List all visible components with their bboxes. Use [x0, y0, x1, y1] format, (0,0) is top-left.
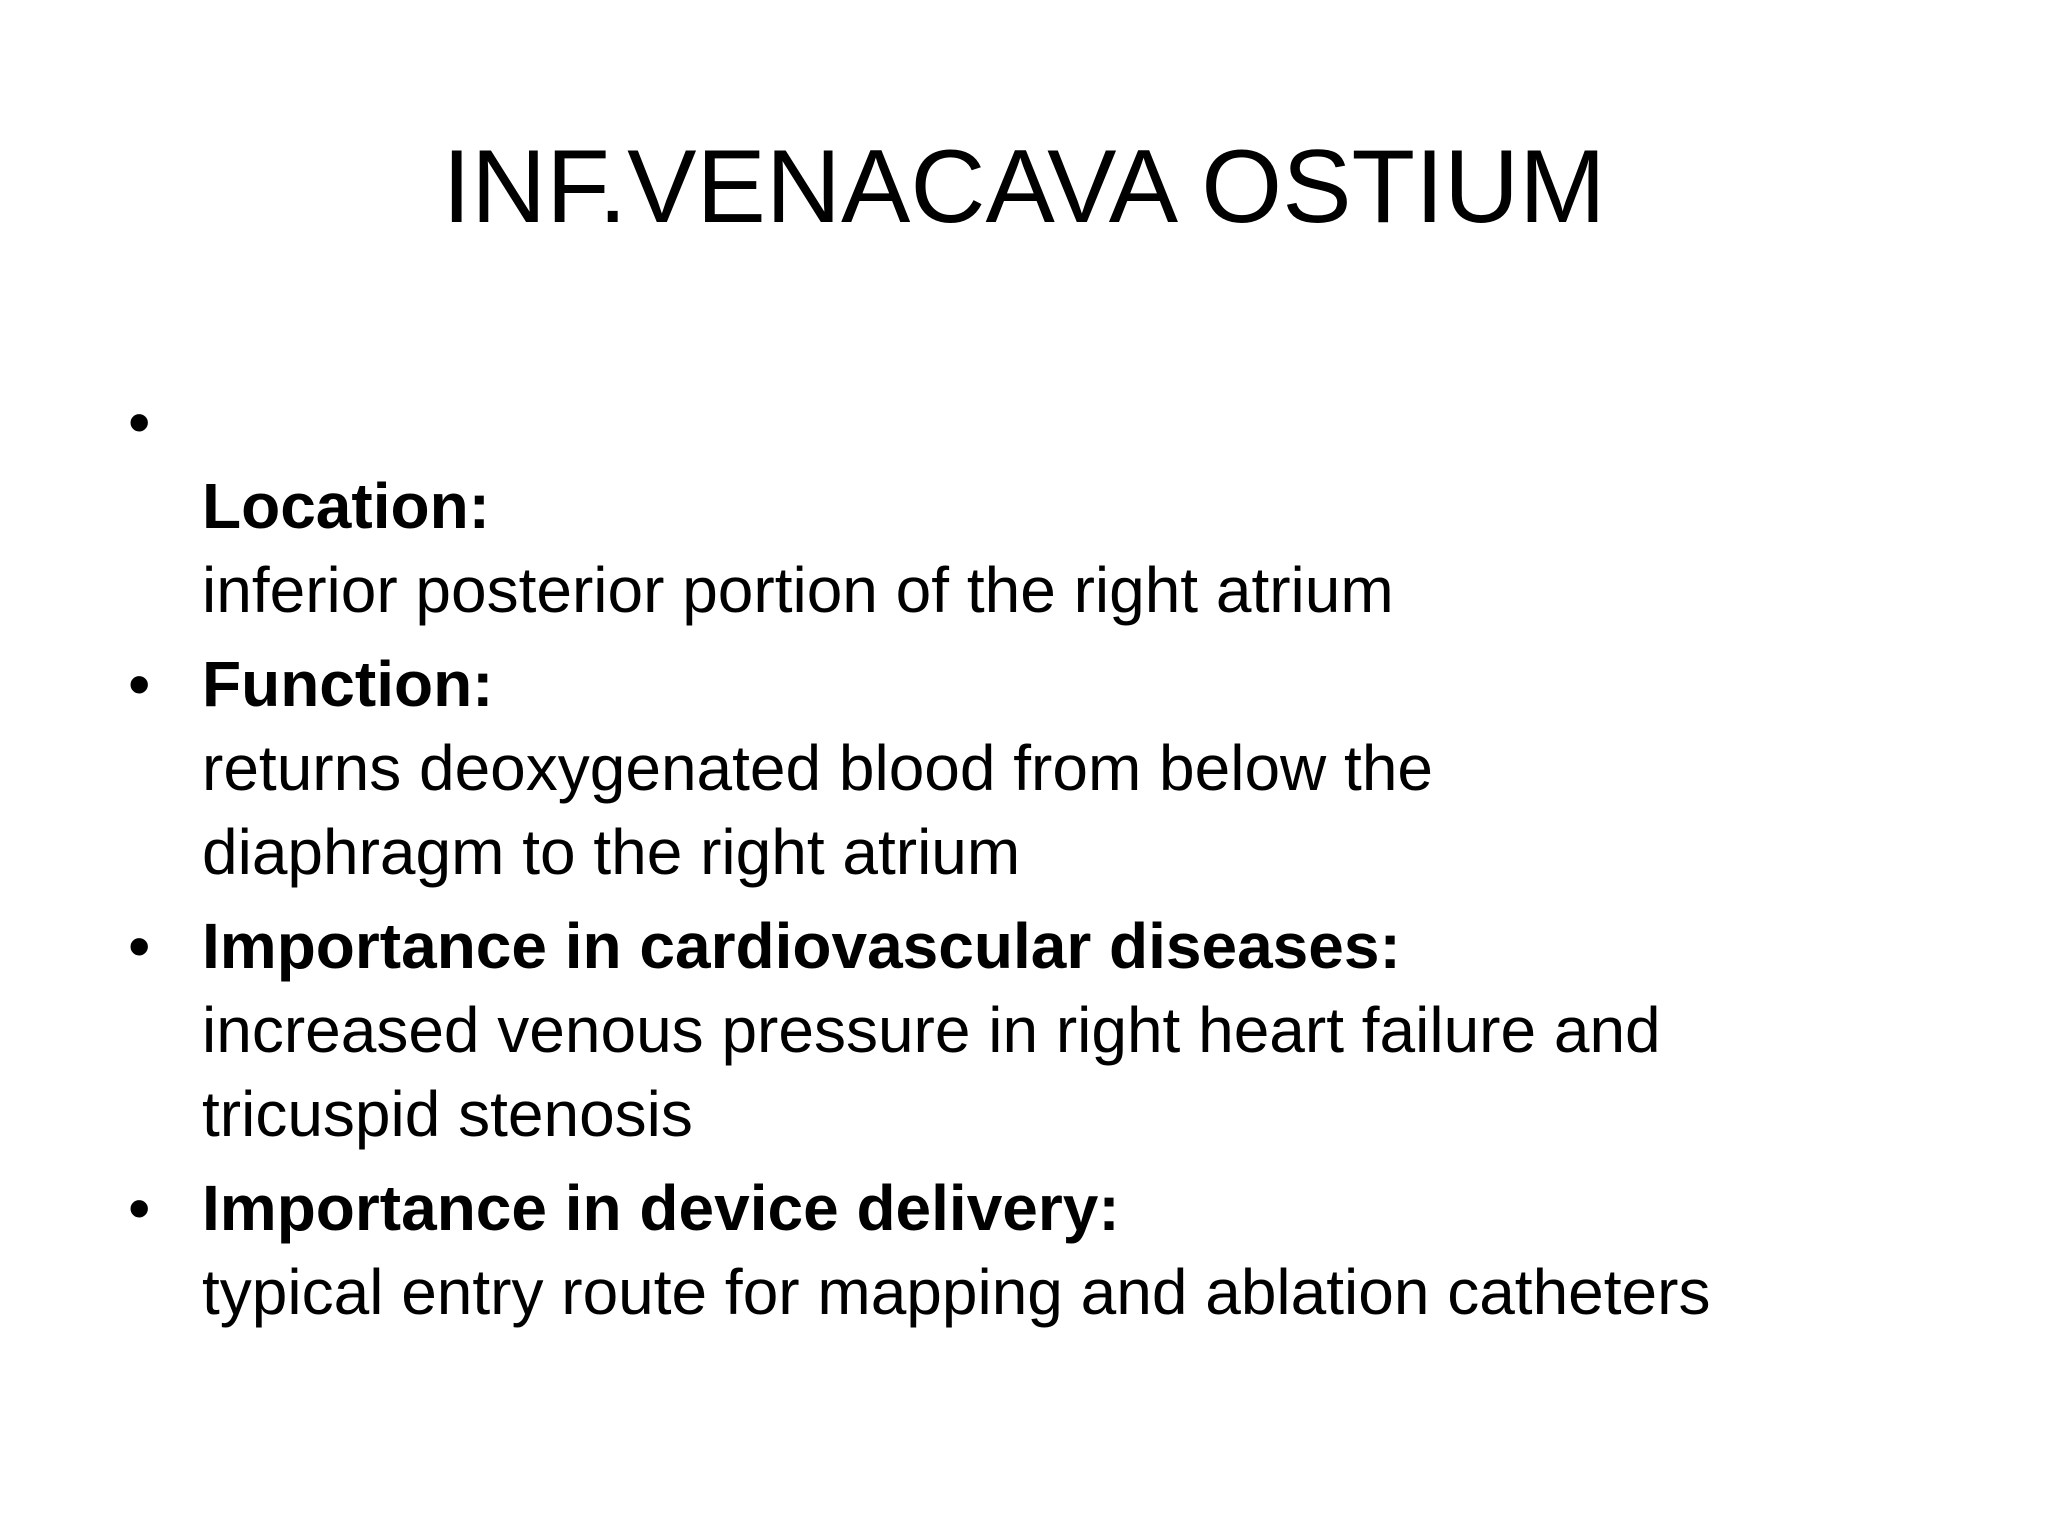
bullet-body [202, 904, 1940, 1156]
bullet-dot-icon: • [128, 1172, 151, 1244]
bullet-item-cardiovascular-importance [120, 904, 1940, 1156]
bullet-item-device-delivery [120, 1166, 1940, 1334]
bullet-body [202, 642, 1940, 894]
bullet-label: Importance in device delivery: [202, 1172, 1120, 1244]
slide-title: INF.VENACAVA OSTIUM [442, 129, 1606, 245]
bullet-item-location [120, 380, 1940, 632]
bullet-dot-icon: • [128, 386, 151, 458]
bullet-body [202, 1166, 1940, 1334]
bullet-text: returns deoxygenated blood from below the diaphragm to the right atrium [202, 732, 1433, 888]
bullet-text: typical entry route for mapping and ablation catheters [202, 1256, 1711, 1328]
bullet-list [120, 380, 1940, 1344]
bullet-dot-icon: • [128, 648, 151, 720]
bullet-label: Function: [202, 648, 494, 720]
bullet-text: increased venous pressure in right heart failure and tricuspid stenosis [202, 994, 1661, 1150]
bullet-text: inferior posterior portion of the right atrium [202, 554, 1394, 626]
bullet-dot-icon: • [128, 910, 151, 982]
bullet-item-function [120, 642, 1940, 894]
bullet-body [202, 380, 1940, 632]
bullet-label: Location: [202, 470, 490, 542]
bullet-label: Importance in cardiovascular diseases: [202, 910, 1401, 982]
